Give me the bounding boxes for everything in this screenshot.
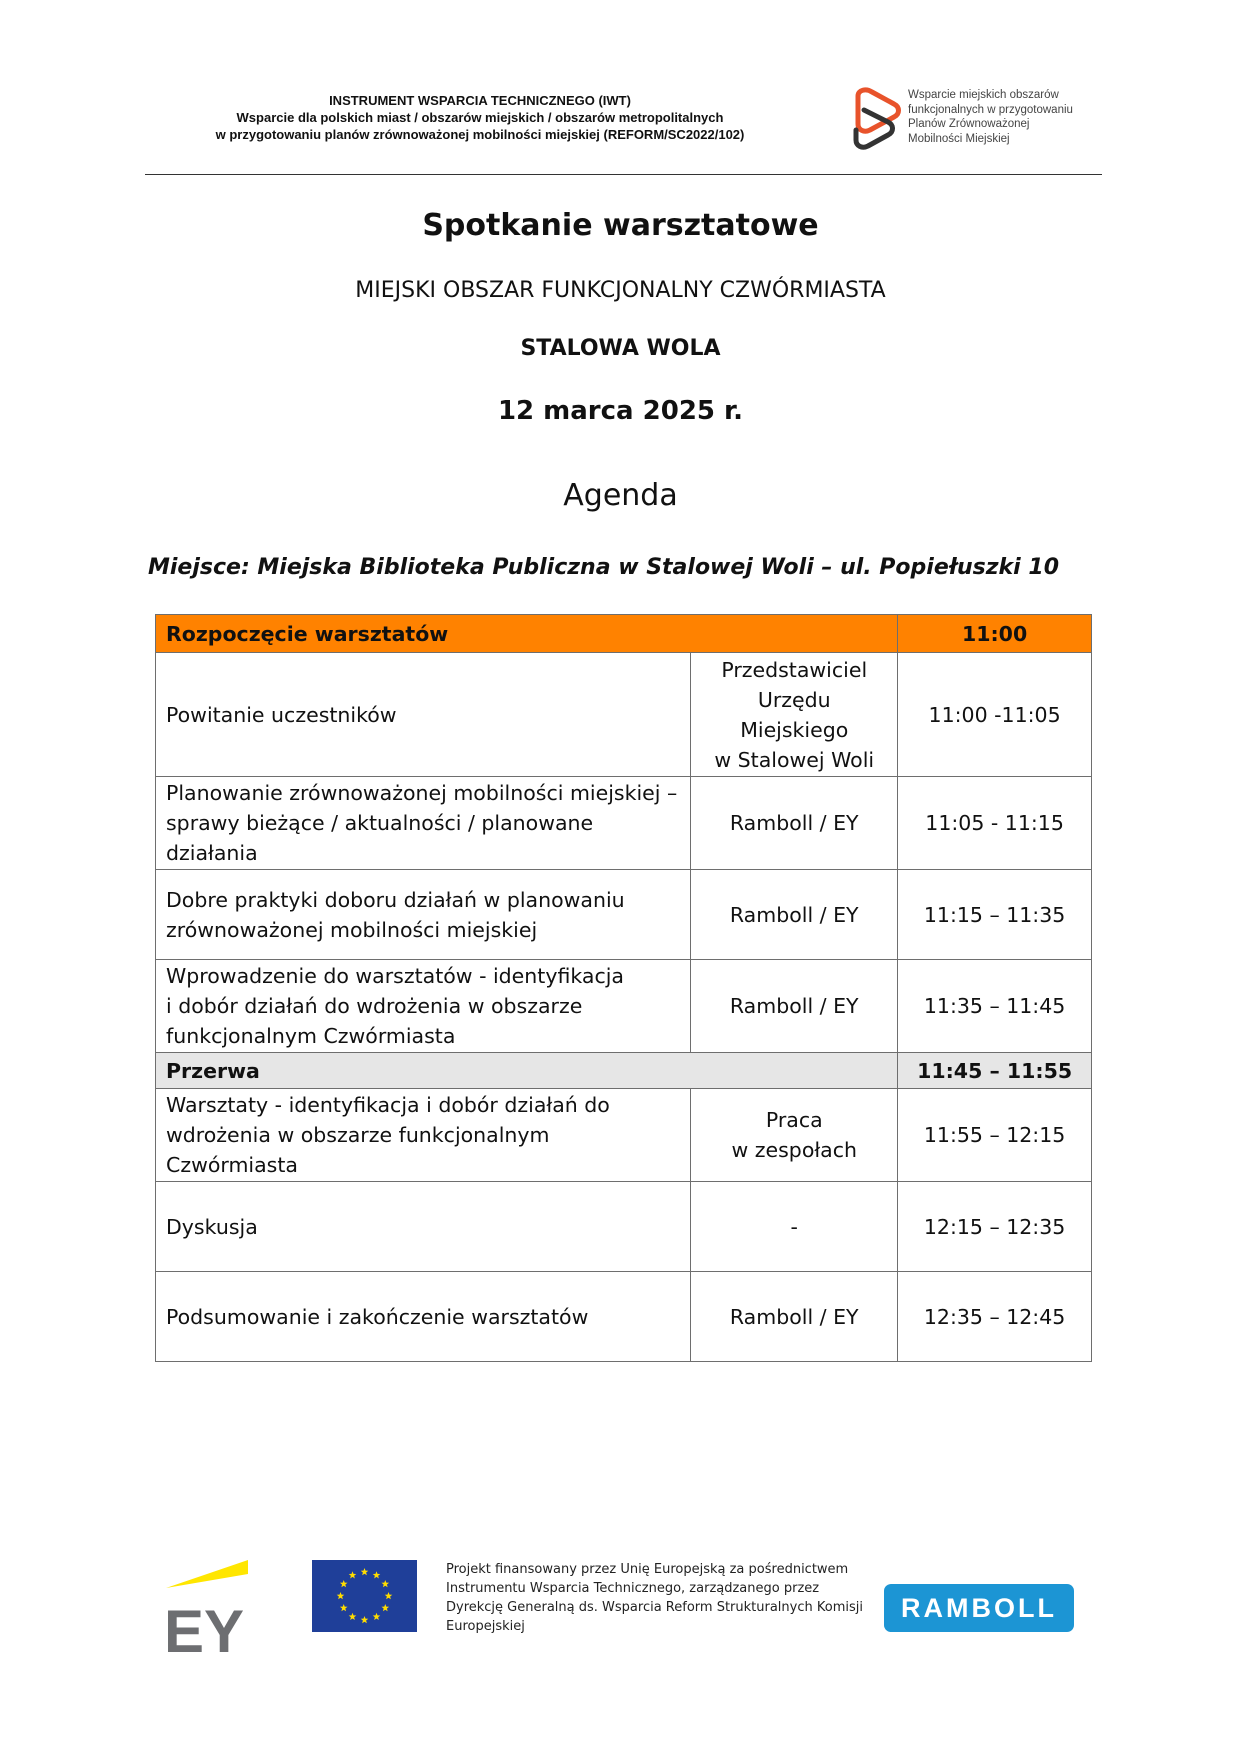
table-row [156,777,1092,870]
meeting-date: 12 marca 2025 r. [497,396,744,426]
eu-star-icon [385,1592,393,1599]
logo-line: Mobilności Miejskiej [908,132,1010,145]
eu-star-icon [381,1580,389,1587]
eu-star-icon [381,1604,389,1611]
header-line: w przygotowaniu planów zrównoważonej mobilności miejskiej (REFORM/SC2022/102) [215,127,745,142]
activity-cell [156,1182,691,1272]
start-time: 11:00 [898,615,1092,653]
ey-logo-icon [162,1556,262,1656]
funding-line: Europejskiej [446,1619,525,1634]
activity-line: Dyskusja [166,1214,258,1239]
header-divider [145,174,1102,175]
activity-line: Wprowadzenie do warsztatów - identyfikacja [166,964,624,988]
logo-line: funkcjonalnych w przygotowaniu [908,103,1073,116]
logo-line: Wsparcie miejskich obszarów [908,89,1059,101]
agenda-heading: Agenda [563,478,678,513]
table-row-start [156,615,1092,653]
table-row [156,960,1092,1053]
table-row [156,870,1092,960]
activity-cell [156,870,691,960]
presenter-cell [691,1089,898,1182]
eu-star-icon [373,1571,381,1578]
presenter-line: Miejskiego [740,717,849,742]
time-cell: 12:15 – 12:35 [898,1182,1092,1272]
activity-line: zrównoważonej mobilności miejskiej [166,917,538,942]
presenter-cell [691,960,898,1053]
activity-cell [156,1272,691,1362]
presenter-cell [691,1182,898,1272]
activity-line: Warsztaty - identyfikacja i dobór działań do [166,1093,610,1117]
eu-star-icon [340,1604,348,1611]
agenda-table [155,614,1092,1362]
presenter-cell [691,1272,898,1362]
table-row-break [156,1053,1092,1089]
activity-line: Powitanie uczestników [166,702,397,727]
eu-star-icon [349,1613,357,1620]
presenter-cell [691,870,898,960]
ey-logo-text: EY [164,1598,245,1656]
presenter-line: w zespołach [731,1138,858,1162]
header-text [150,92,810,143]
activity-line: Dobre praktyki doboru działań w planowaniu [166,887,625,912]
eu-star-icon [361,1568,369,1575]
time-cell: 12:35 – 12:45 [898,1272,1092,1362]
presenter-cell [691,653,898,777]
activity-line: Czwórmiasta [166,1153,298,1177]
presenter-line: Ramboll / EY [729,1304,859,1329]
funding-line: Instrumentu Wsparcia Technicznego, zarządzanego przez [446,1581,820,1596]
eu-star-icon [337,1592,345,1599]
logo-line: Planów Zrównoważonej [908,118,1030,130]
header-line: Wsparcie dla polskich miast / obszarów miejskich / obszarów metropolitalnych [236,110,724,125]
presenter-line: Urzędu [757,687,831,712]
table-row [156,1089,1092,1182]
funding-line: Projekt finansowany przez Unię Europejską za pośrednictwem [446,1562,849,1577]
activity-cell [156,777,691,870]
presenter-line: Ramboll / EY [729,994,859,1018]
presenter-cell [691,777,898,870]
activity-line: działania [166,841,258,865]
activity-cell [156,1089,691,1182]
time-cell: 11:55 – 12:15 [898,1089,1092,1182]
break-label: Przerwa [156,1053,898,1089]
eu-flag [312,1560,417,1632]
funding-line: Dyrekcję Generalną ds. Wsparcia Reform Strukturalnych Komisji [446,1600,863,1615]
eu-star-icon [373,1613,381,1620]
activity-cell [156,653,691,777]
eu-star-icon [340,1580,348,1587]
eu-star-icon [349,1571,357,1578]
activity-line: sprawy bieżące / aktualności / planowane [166,811,594,835]
table-row [156,1272,1092,1362]
project-logo-text [908,88,1073,146]
presenter-line: Praca [765,1108,823,1132]
time-cell: 11:05 - 11:15 [898,777,1092,870]
area-name: MIEJSKI OBSZAR FUNKCJONALNY CZWÓRMIASTA [355,278,886,303]
mobility-logo-icon [850,86,904,150]
table-row [156,653,1092,777]
presenter-line: Przedstawiciel [721,657,868,682]
activity-cell [156,960,691,1053]
activity-line: funkcjonalnym Czwórmiasta [166,1024,456,1048]
activity-line: wdrożenia w obszarze funkcjonalnym [166,1123,550,1147]
funding-note [446,1560,866,1636]
ey-logo [162,1556,262,1656]
activity-line: Planowanie zrównoważonej mobilności miejskiej – [166,781,678,805]
presenter-line: w Stalowej Woli [714,747,875,772]
activity-line: i dobór działań do wdrożenia w obszarze [166,994,583,1018]
time-cell: 11:35 – 11:45 [898,960,1092,1053]
meeting-place: Miejsce: Miejska Biblioteka Publiczna w Stalowej Woli – ul. Popiełuszki 10 [148,555,1060,580]
time-cell: 11:00 -11:05 [898,653,1092,777]
start-label: Rozpoczęcie warsztatów [156,615,898,653]
break-time: 11:45 – 11:55 [898,1053,1092,1089]
eu-stars-icon [312,1560,417,1632]
ramboll-logo: RAMBOLL [884,1584,1074,1632]
city-name: STALOWA WOLA [520,336,721,361]
presenter-line: Ramboll / EY [729,902,859,927]
time-cell: 11:15 – 11:35 [898,870,1092,960]
presenter-line: Ramboll / EY [729,811,859,835]
presenter-line: - [790,1214,798,1239]
page-title: Spotkanie warsztatowe [422,208,819,243]
activity-line: Podsumowanie i zakończenie warsztatów [166,1304,589,1329]
table-row [156,1182,1092,1272]
project-logo [850,86,1110,150]
header-line: INSTRUMENT WSPARCIA TECHNICZNEGO (IWT) [329,93,631,108]
eu-star-icon [361,1616,369,1623]
